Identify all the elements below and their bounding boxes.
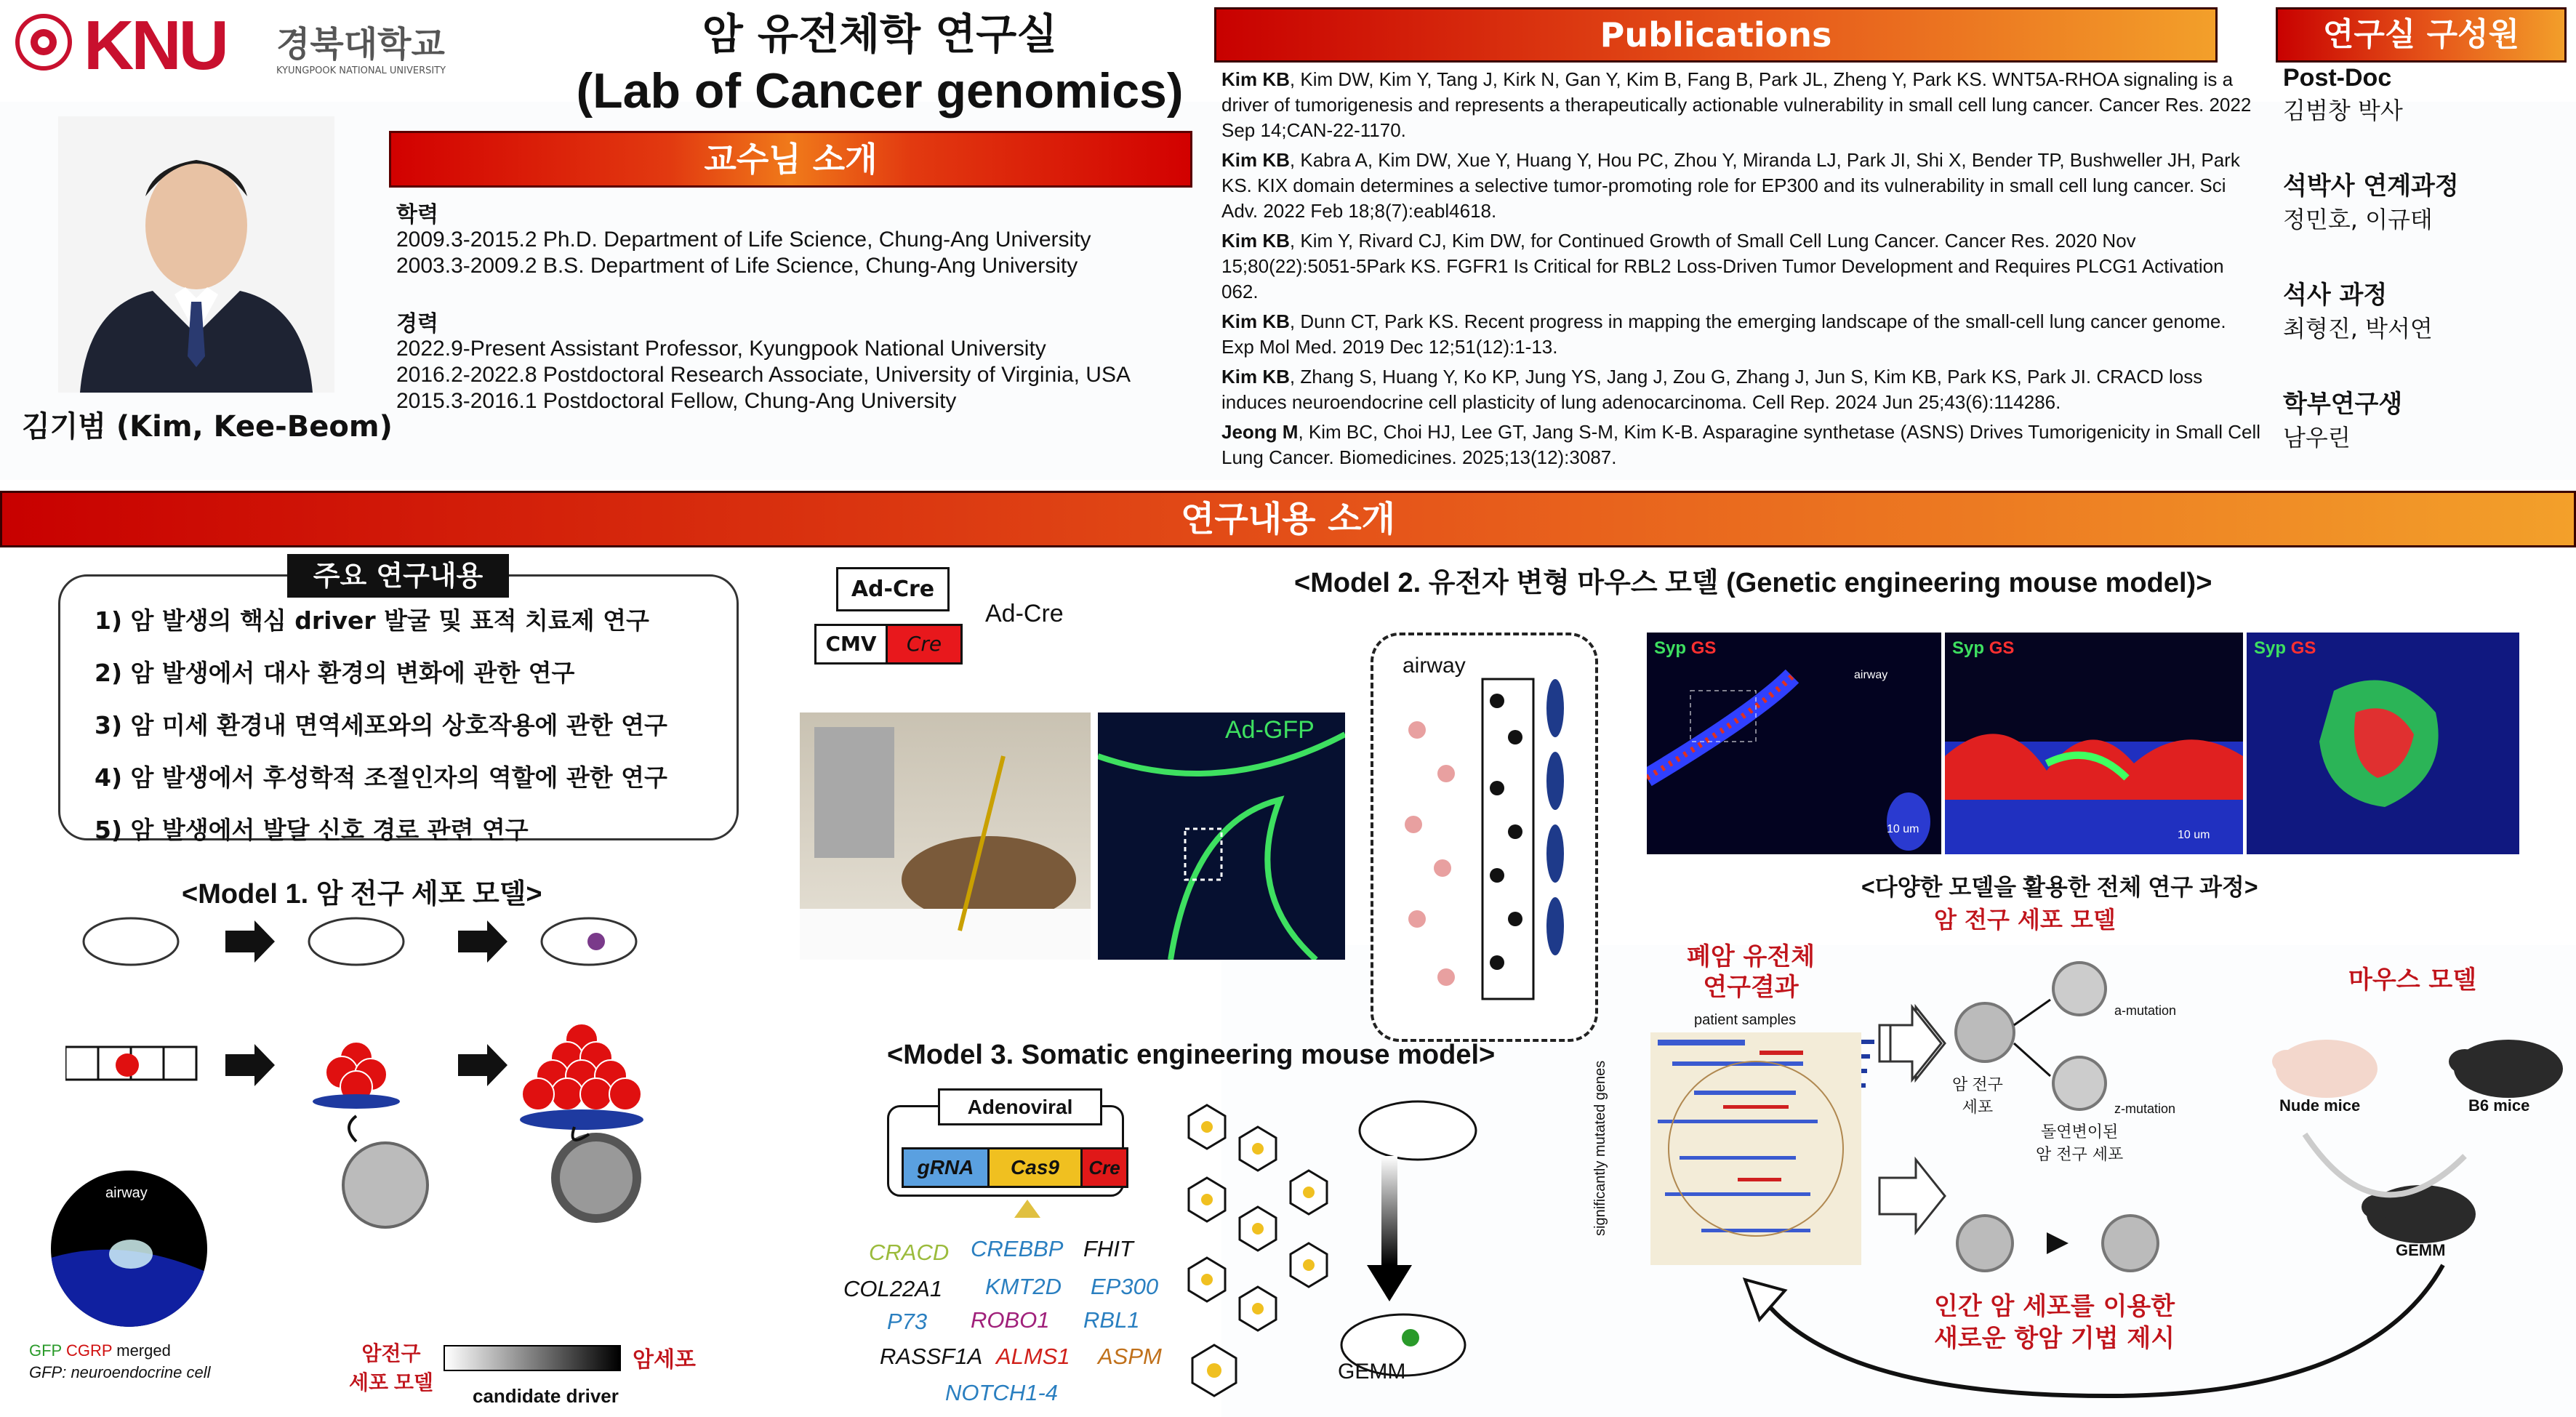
gene-notch: NOTCH1-4 — [945, 1380, 1059, 1405]
education-label: 학력 — [396, 203, 438, 227]
gene-aspm: ASPM — [1098, 1344, 1162, 1369]
process-subtitle: 암 전구 세포 모델 — [1934, 906, 2116, 934]
axis-label: significantly mutated genes — [1592, 1060, 1608, 1236]
model2-cre-box: Cre — [886, 624, 963, 665]
professor-name: 김기범 (Kim, Kee-Beom) — [22, 410, 393, 443]
members-list — [2283, 64, 2574, 493]
gene-fhit: FHIT — [1083, 1236, 1133, 1261]
mutant-cell-label: 돌연변이된 암 전구 세포 — [2036, 1123, 2124, 1164]
member-names: 김범창 박사 — [2283, 97, 2403, 124]
mutation-heatmap — [1650, 1032, 1876, 1265]
new-therapy-label: 인간 암 세포를 이용한 새로운 항암 기법 제시 — [1934, 1292, 2175, 1353]
model3-title: <Model 3. Somatic engineering mouse model> — [887, 1040, 1496, 1070]
model2-adgfp-image — [1098, 712, 1345, 960]
airway-small-label: airway — [1854, 669, 1888, 681]
professor-photo — [58, 116, 334, 393]
gene-rbl1: RBL1 — [1083, 1307, 1140, 1333]
research-topic: 2) 암 발생에서 대사 환경의 변화에 관한 연구 — [95, 659, 575, 687]
member-names: 남우린 — [2283, 424, 2351, 451]
z-mutation-label: z-mutation — [2114, 1101, 2176, 1116]
a-mutation-label: a-mutation — [2114, 1003, 2177, 1018]
model1-precursor-label: 암전구 세포 모델 — [349, 1342, 433, 1394]
model2-mouse-photo — [800, 712, 1091, 960]
model3-vector-label: Adenoviral — [938, 1088, 1102, 1125]
model2-adcre-label: Ad-Cre — [985, 600, 1064, 627]
gene-kmt2d: KMT2D — [985, 1274, 1062, 1299]
member-names: 정민호, 이규태 — [2283, 206, 2433, 233]
model1-title: <Model 1. 암 전구 세포 모델> — [182, 879, 542, 910]
member-role: 석사 과정 — [2283, 281, 2388, 310]
cycle-arrow-icon — [1716, 1251, 2487, 1410]
grna-box: gRNA — [902, 1147, 990, 1188]
publication-item: Kim KB, Kim Y, Rivard CJ, Kim DW, for Continued Growth of Small Cell Lung Cancer. Cancer Res. 2020 Nov 15;80(22):5051-5Park KS. FGFR1 Is Critical for RBL2 Loss-Driven Tumor Development and Requires PLCG1 Activation 062. — [1221, 230, 2224, 302]
model1-legend-note: GFP: neuroendocrine cell — [29, 1363, 211, 1381]
process-title: <다양한 모델을 활용한 전체 연구 과정> — [1861, 874, 2258, 900]
research-topic: 3) 암 미세 환경내 면역세포와의 상호작용에 관한 연구 — [95, 711, 667, 739]
knu-emblem-icon — [15, 13, 73, 71]
arrow-up-icon — [1014, 1200, 1040, 1218]
scale-label: 10 um — [2178, 829, 2210, 841]
career-item: 2016.2-2022.8 Postdoctoral Research Associate, University of Virginia, USA — [396, 363, 1131, 387]
member-role: Post-Doc — [2283, 64, 2392, 92]
model2-syp-gs-image-3: Syp GS — [2247, 633, 2519, 854]
model1-driver-label: candidate driver — [473, 1385, 619, 1407]
model1-airway-label: airway — [105, 1185, 148, 1201]
gs-label: GS — [1690, 638, 1717, 658]
gemm-label: GEMM — [2396, 1241, 2446, 1259]
mouse-model-diagram — [2261, 1003, 2574, 1280]
model2-cmv-box: CMV — [814, 624, 888, 665]
education-item: 2003.3-2009.2 B.S. Department of Life Science, Chung-Ang University — [396, 254, 1078, 278]
career-list — [396, 336, 1131, 414]
research-topic: 4) 암 발생에서 후성학적 조절인자의 역할에 관한 연구 — [95, 763, 667, 792]
gene-alms1: ALMS1 — [996, 1344, 1070, 1369]
publication-item: Kim KB, Zhang S, Huang Y, Ko KP, Jung YS, Jang J, Zou G, Zhang J, Jun S, Kim KB, Park KS, Park JI. CRACD loss induces neuroendocrine cell plasticity of lung adenocarcinoma. Cell Rep. 2024 Jun 25;43(6):114286. — [1221, 366, 2203, 413]
publications-header: Publications — [1214, 7, 2218, 63]
b6-mice-label: B6 mice — [2468, 1096, 2530, 1115]
model2-adcre-box: Ad-Cre — [836, 567, 950, 611]
gene-col22a1: COL22A1 — [843, 1276, 943, 1301]
model2-adgfp-label: Ad-GFP — [1225, 716, 1315, 744]
model1-legend: GFP CGRP merged — [29, 1341, 171, 1360]
gene-robo1: ROBO1 — [971, 1307, 1050, 1333]
research-topics-list — [65, 602, 667, 864]
research-section-header: 연구내용 소개 — [0, 491, 2576, 547]
research-topics-title: 주요 연구내용 — [287, 554, 509, 598]
model1-gradient-arrow — [444, 1345, 621, 1371]
lab-title-en: (Lab of Cancer genomics) — [576, 63, 1184, 119]
publication-item: Kim KB, Dunn CT, Park KS. Recent progress in mapping the emerging landscape of the small-cell lung cancer genome. Exp Mol Med. 2019 Dec 12;51(12):1-13. — [1221, 310, 2226, 358]
university-name-kr: 경북대학교 — [276, 24, 445, 65]
publication-item: Kim KB, Kabra A, Kim DW, Xue Y, Huang Y, Hou PC, Zhou Y, Miranda LJ, Park JI, Shi X, Bender TP, Bushweller JH, Park KS. KIX domain determines a selective tumor-promoting role for EP300 and its vulnerability in small cell lung cancer. Sci Adv. 2022 Feb 18;8(7):eabl4618. — [1221, 149, 2240, 222]
genome-results-title: 폐암 유전체 연구결과 — [1687, 942, 1815, 1002]
patient-samples-label: patient samples — [1694, 1012, 1797, 1028]
research-topic: 1) 암 발생의 핵심 driver 발굴 및 표적 치료제 연구 — [95, 606, 649, 635]
model2-title: <Model 2. 유전자 변형 마우스 모델 (Genetic engineering mouse model)> — [1294, 568, 2212, 598]
model2-syp-gs-image-2: Syp GS 10 um — [1945, 633, 2243, 854]
career-item: 2015.3-2016.1 Postdoctoral Fellow, Chung-Ang University — [396, 389, 957, 413]
model2-airway-diagram — [1371, 633, 1598, 1042]
scale-label: 10 um — [1887, 823, 1919, 835]
publications-list — [1221, 67, 2261, 475]
career-label: 경력 — [396, 312, 438, 336]
research-topic: 5) 암 발생에서 발달 신호 경로 관련 연구 — [95, 816, 529, 844]
member-names: 최형진, 박서연 — [2283, 315, 2433, 342]
model2-syp-gs-image-1 — [1647, 633, 1941, 854]
gene-crebbp: CREBBP — [971, 1236, 1064, 1261]
model3-gemm-label: GEMM — [1338, 1360, 1406, 1384]
model2-airway-label: airway — [1403, 654, 1466, 678]
nude-mice-label: Nude mice — [2279, 1096, 2361, 1115]
gene-ep300: EP300 — [1091, 1274, 1159, 1299]
cre-box: Cre — [1080, 1147, 1128, 1188]
precursor-label: 암 전구 세포 — [1952, 1075, 2003, 1116]
cas9-box: Cas9 — [987, 1147, 1083, 1188]
education-item: 2009.3-2015.2 Ph.D. Department of Life Science, Chung-Ang University — [396, 228, 1091, 252]
gene-p73: P73 — [887, 1309, 928, 1334]
professor-section-header: 교수님 소개 — [389, 131, 1192, 188]
knu-logo-text: KNU — [84, 7, 226, 84]
syp-label: Syp — [1654, 638, 1687, 658]
lab-title-kr: 암 유전체학 연구실 — [702, 9, 1058, 59]
members-header: 연구실 구성원 — [2276, 7, 2567, 63]
gene-rassf1a: RASSF1A — [880, 1344, 983, 1369]
mouse-model-label: 마우스 모델 — [2348, 966, 2477, 995]
member-role: 학부연구생 — [2283, 390, 2403, 419]
university-name-en: KYUNGPOOK NATIONAL UNIVERSITY — [276, 65, 446, 76]
publication-item: Kim KB, Kim DW, Kim Y, Tang J, Kirk N, Gan Y, Kim B, Fang B, Park JL, Zheng Y, Park KS. WNT5A-RHOA signaling is a driver of tumorigenesis and represents a therapeutically actionable vulnerability in small cell lung cancer. Cancer Res. 2022 Sep 14;CAN-22-1170. — [1221, 68, 2252, 141]
education-list — [396, 227, 1091, 279]
gene-cracd: CRACD — [869, 1240, 950, 1265]
publication-item: Jeong M, Kim BC, Choi HJ, Lee GT, Jang S-M, Kim K-B. Asparagine synthetase (ASNS) Drives Tumorigenicity in Small Cell Lung Cancer. Biomedicines. 2025;13(12):3087. — [1221, 421, 2261, 468]
model3-virus-diagram — [1163, 1083, 1570, 1403]
model1-gfp-image — [51, 1171, 207, 1327]
model1-cancer-label: 암세포 — [633, 1348, 696, 1372]
member-role: 석박사 연계과정 — [2283, 172, 2459, 201]
career-item: 2022.9-Present Assistant Professor, Kyungpook National University — [396, 337, 1046, 361]
